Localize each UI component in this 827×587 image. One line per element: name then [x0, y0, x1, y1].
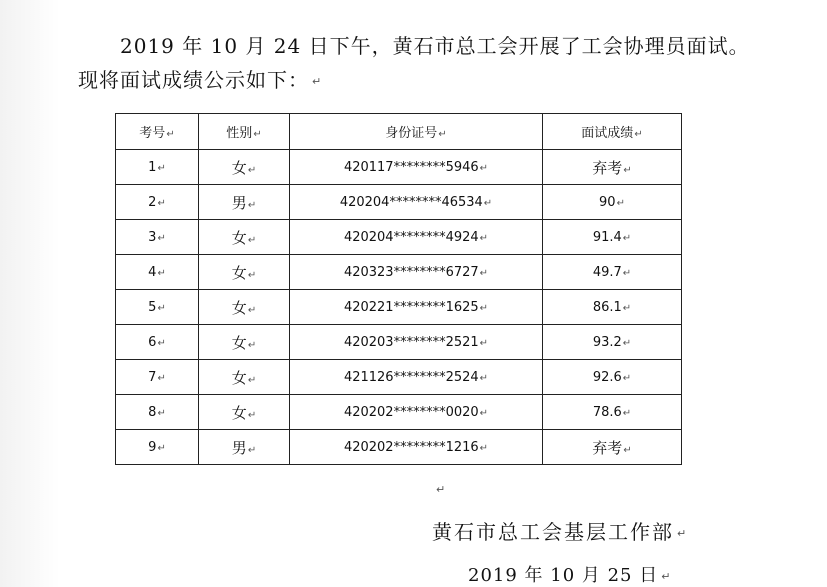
cell-gender: 女↵	[199, 395, 290, 430]
cell-gender: 女↵	[199, 325, 290, 360]
cell-gender: 女↵	[199, 220, 290, 255]
cell-id-number: 420202********1216↵	[290, 430, 543, 465]
cell-exam-number: 6↵	[116, 325, 199, 360]
cell-id-number: 420202********0020↵	[290, 395, 543, 430]
header-gender: 性别↵	[199, 114, 290, 150]
intro-text-2: 现将面试成绩公示如下：	[78, 68, 309, 92]
header-interview-score: 面试成绩↵	[543, 114, 682, 150]
cell-score: 86.1↵	[543, 290, 682, 325]
cell-score: 92.6↵	[543, 360, 682, 395]
cell-gender: 女↵	[199, 255, 290, 290]
cell-score: 弃考↵	[543, 150, 682, 185]
table-row	[116, 360, 682, 395]
cell-id-number: 421126********2524↵	[290, 360, 543, 395]
signature-organization	[432, 516, 688, 545]
cell-score: 78.6↵	[543, 395, 682, 430]
paragraph-mark-icon: ↵	[312, 75, 323, 88]
table-row	[116, 255, 682, 290]
cell-gender: 男↵	[199, 185, 290, 220]
cell-id-number: 420204********46534↵	[290, 185, 543, 220]
cell-id-number: 420204********4924↵	[290, 220, 543, 255]
cell-exam-number: 1↵	[116, 150, 199, 185]
cell-exam-number: 4↵	[116, 255, 199, 290]
cell-id-number: 420221********1625↵	[290, 290, 543, 325]
cell-exam-number: 7↵	[116, 360, 199, 395]
cell-gender: 男↵	[199, 430, 290, 465]
cell-exam-number: 8↵	[116, 395, 199, 430]
cell-gender: 女↵	[199, 150, 290, 185]
cell-exam-number: 5↵	[116, 290, 199, 325]
table-row	[116, 325, 682, 360]
cell-id-number: 420203********2521↵	[290, 325, 543, 360]
table-row	[116, 395, 682, 430]
cell-id-number: 420323********6727↵	[290, 255, 543, 290]
intro-text-1: 2019 年 10 月 24 日下午，黄石市总工会开展了工会协理员面试。	[120, 34, 750, 58]
table-row	[116, 220, 682, 255]
intro-line-2	[78, 64, 322, 93]
paragraph-mark-icon: ↵	[677, 527, 689, 540]
cell-score: 93.2↵	[543, 325, 682, 360]
intro-line-1	[120, 30, 750, 59]
organization-name: 黄石市总工会基层工作部	[432, 520, 674, 544]
cell-exam-number: 2↵	[116, 185, 199, 220]
paragraph-mark-icon: ↵	[661, 569, 672, 583]
cell-gender: 女↵	[199, 360, 290, 395]
cell-exam-number: 9↵	[116, 430, 199, 465]
cell-score: 49.7↵	[543, 255, 682, 290]
table-row	[116, 290, 682, 325]
table-header-row	[116, 114, 682, 150]
cell-gender: 女↵	[199, 290, 290, 325]
header-id-number: 身份证号↵	[290, 114, 543, 150]
cell-id-number: 420117********5946↵	[290, 150, 543, 185]
cell-exam-number: 3↵	[116, 220, 199, 255]
cell-score: 91.4↵	[543, 220, 682, 255]
page-edge	[0, 0, 60, 587]
table-row	[116, 430, 682, 465]
cell-score: 弃考↵	[543, 430, 682, 465]
table-row	[116, 185, 682, 220]
cell-score: 90↵	[543, 185, 682, 220]
date-text: 2019 年 10 月 25 日	[468, 565, 659, 586]
signature-date	[468, 561, 671, 587]
table-row	[116, 150, 682, 185]
scores-table	[115, 113, 682, 465]
header-exam-number: 考号↵	[116, 114, 199, 150]
paragraph-mark-icon: ↵	[436, 483, 446, 496]
